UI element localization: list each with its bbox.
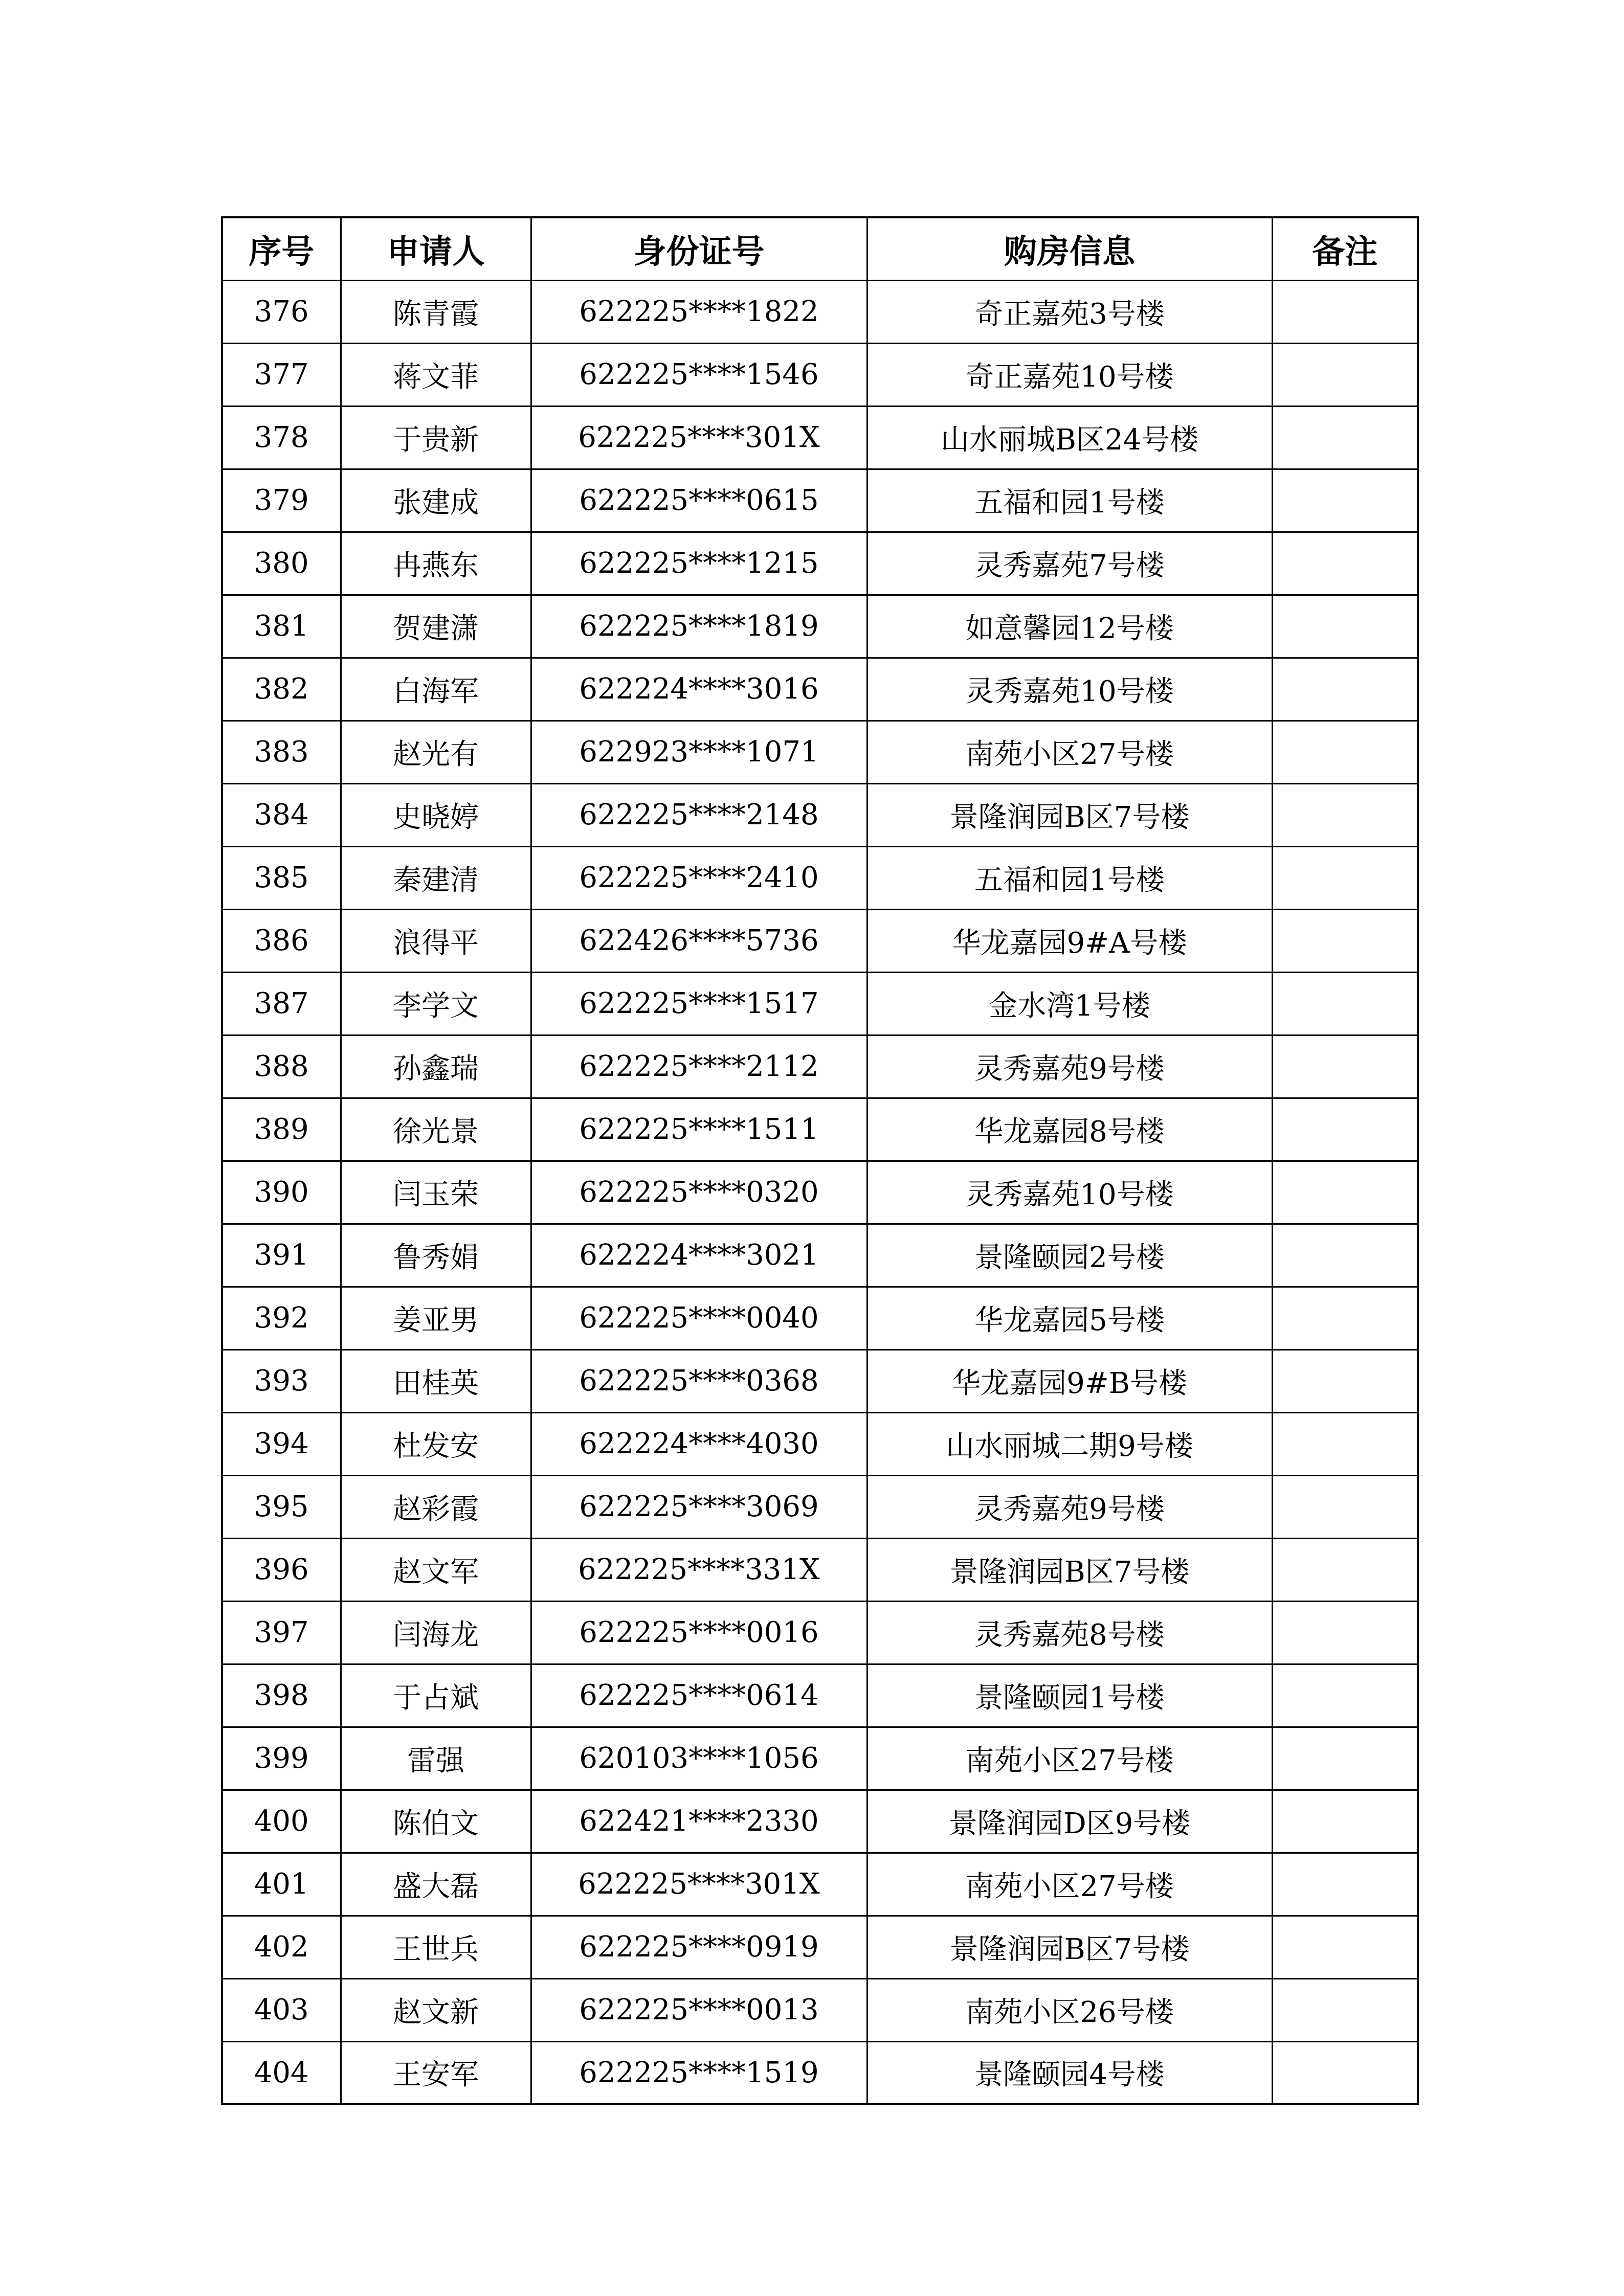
cell-seq: 394	[222, 1412, 341, 1475]
cell-purchase-info: 灵秀嘉苑7号楼	[867, 532, 1272, 595]
table-row	[222, 1538, 1418, 1601]
cell-id-number: 622225****1519	[531, 2041, 867, 2104]
cell-purchase-info: 灵秀嘉苑9号楼	[867, 1475, 1272, 1538]
cell-purchase-info: 华龙嘉园8号楼	[867, 1098, 1272, 1161]
cell-seq: 384	[222, 783, 341, 846]
cell-seq: 403	[222, 1978, 341, 2041]
cell-remarks	[1272, 1349, 1418, 1412]
cell-applicant: 史晓婷	[341, 783, 531, 846]
cell-seq: 386	[222, 909, 341, 972]
applicant-table	[221, 216, 1419, 2105]
table-row	[222, 532, 1418, 595]
table-row	[222, 343, 1418, 406]
cell-remarks	[1272, 1098, 1418, 1161]
cell-seq: 395	[222, 1475, 341, 1538]
table-row	[222, 280, 1418, 343]
cell-id-number: 622225****331X	[531, 1538, 867, 1601]
cell-remarks	[1272, 1538, 1418, 1601]
cell-id-number: 622426****5736	[531, 909, 867, 972]
cell-seq: 377	[222, 343, 341, 406]
cell-applicant: 蒋文菲	[341, 343, 531, 406]
cell-purchase-info: 景隆润园B区7号楼	[867, 783, 1272, 846]
cell-seq: 393	[222, 1349, 341, 1412]
header-purchase-info: 购房信息	[867, 217, 1272, 280]
cell-applicant: 张建成	[341, 469, 531, 532]
cell-applicant: 徐光景	[341, 1098, 531, 1161]
cell-remarks	[1272, 1978, 1418, 2041]
table-row	[222, 1098, 1418, 1161]
cell-remarks	[1272, 1161, 1418, 1224]
cell-id-number: 622225****0040	[531, 1287, 867, 1349]
table-row	[222, 1349, 1418, 1412]
table-row	[222, 1601, 1418, 1664]
cell-applicant: 陈青霞	[341, 280, 531, 343]
cell-purchase-info: 景隆颐园4号楼	[867, 2041, 1272, 2104]
cell-applicant: 李学文	[341, 972, 531, 1035]
table-row	[222, 972, 1418, 1035]
cell-id-number: 622225****1511	[531, 1098, 867, 1161]
cell-id-number: 622225****0013	[531, 1978, 867, 2041]
table-row	[222, 1727, 1418, 1790]
cell-purchase-info: 灵秀嘉苑10号楼	[867, 658, 1272, 721]
cell-remarks	[1272, 783, 1418, 846]
cell-seq: 404	[222, 2041, 341, 2104]
table-row	[222, 469, 1418, 532]
table-row	[222, 1664, 1418, 1727]
cell-id-number: 622224****4030	[531, 1412, 867, 1475]
cell-seq: 401	[222, 1853, 341, 1916]
cell-applicant: 贺建潇	[341, 595, 531, 658]
cell-purchase-info: 如意馨园12号楼	[867, 595, 1272, 658]
cell-purchase-info: 南苑小区27号楼	[867, 1853, 1272, 1916]
cell-applicant: 鲁秀娟	[341, 1224, 531, 1287]
cell-id-number: 622225****2410	[531, 846, 867, 909]
cell-seq: 381	[222, 595, 341, 658]
cell-remarks	[1272, 1916, 1418, 1978]
table-body	[222, 280, 1418, 2104]
cell-id-number: 622225****0614	[531, 1664, 867, 1727]
table-row	[222, 1790, 1418, 1853]
cell-seq: 398	[222, 1664, 341, 1727]
cell-id-number: 622225****1546	[531, 343, 867, 406]
cell-applicant: 于占斌	[341, 1664, 531, 1727]
cell-remarks	[1272, 1287, 1418, 1349]
cell-seq: 379	[222, 469, 341, 532]
table-row	[222, 406, 1418, 469]
cell-remarks	[1272, 1727, 1418, 1790]
cell-purchase-info: 景隆润园D区9号楼	[867, 1790, 1272, 1853]
cell-remarks	[1272, 972, 1418, 1035]
cell-purchase-info: 华龙嘉园5号楼	[867, 1287, 1272, 1349]
header-applicant: 申请人	[341, 217, 531, 280]
table-row	[222, 1853, 1418, 1916]
cell-id-number: 622421****2330	[531, 1790, 867, 1853]
cell-seq: 396	[222, 1538, 341, 1601]
cell-applicant: 王世兵	[341, 1916, 531, 1978]
cell-remarks	[1272, 909, 1418, 972]
cell-remarks	[1272, 1035, 1418, 1098]
cell-id-number: 622225****0368	[531, 1349, 867, 1412]
cell-seq: 383	[222, 721, 341, 783]
cell-id-number: 622225****1819	[531, 595, 867, 658]
cell-purchase-info: 景隆颐园1号楼	[867, 1664, 1272, 1727]
cell-applicant: 雷强	[341, 1727, 531, 1790]
cell-remarks	[1272, 406, 1418, 469]
cell-purchase-info: 山水丽城二期9号楼	[867, 1412, 1272, 1475]
cell-remarks	[1272, 343, 1418, 406]
cell-id-number: 622225****301X	[531, 1853, 867, 1916]
cell-remarks	[1272, 721, 1418, 783]
cell-seq: 400	[222, 1790, 341, 1853]
table-row	[222, 595, 1418, 658]
table-row	[222, 1978, 1418, 2041]
header-id-number: 身份证号	[531, 217, 867, 280]
cell-id-number: 622225****2112	[531, 1035, 867, 1098]
cell-applicant: 田桂英	[341, 1349, 531, 1412]
cell-applicant: 冉燕东	[341, 532, 531, 595]
cell-remarks	[1272, 532, 1418, 595]
cell-applicant: 孙鑫瑞	[341, 1035, 531, 1098]
cell-id-number: 622225****3069	[531, 1475, 867, 1538]
cell-applicant: 盛大磊	[341, 1853, 531, 1916]
cell-purchase-info: 华龙嘉园9#A号楼	[867, 909, 1272, 972]
cell-seq: 388	[222, 1035, 341, 1098]
cell-applicant: 赵光有	[341, 721, 531, 783]
table-row	[222, 1475, 1418, 1538]
cell-remarks	[1272, 280, 1418, 343]
cell-id-number: 622224****3016	[531, 658, 867, 721]
cell-seq: 392	[222, 1287, 341, 1349]
cell-remarks	[1272, 1853, 1418, 1916]
cell-seq: 399	[222, 1727, 341, 1790]
cell-purchase-info: 五福和园1号楼	[867, 846, 1272, 909]
cell-applicant: 陈伯文	[341, 1790, 531, 1853]
table-row	[222, 846, 1418, 909]
cell-applicant: 闫玉荣	[341, 1161, 531, 1224]
cell-id-number: 622923****1071	[531, 721, 867, 783]
cell-applicant: 王安军	[341, 2041, 531, 2104]
cell-purchase-info: 景隆润园B区7号楼	[867, 1538, 1272, 1601]
cell-id-number: 622225****301X	[531, 406, 867, 469]
table-row	[222, 658, 1418, 721]
header-seq: 序号	[222, 217, 341, 280]
cell-seq: 402	[222, 1916, 341, 1978]
table-row	[222, 1412, 1418, 1475]
cell-applicant: 赵文新	[341, 1978, 531, 2041]
table-row	[222, 1287, 1418, 1349]
cell-id-number: 622225****0016	[531, 1601, 867, 1664]
table-row	[222, 1224, 1418, 1287]
cell-seq: 376	[222, 280, 341, 343]
table-row	[222, 1916, 1418, 1978]
cell-purchase-info: 南苑小区27号楼	[867, 1727, 1272, 1790]
header-remarks: 备注	[1272, 217, 1418, 280]
cell-remarks	[1272, 595, 1418, 658]
table-row	[222, 721, 1418, 783]
cell-purchase-info: 南苑小区26号楼	[867, 1978, 1272, 2041]
cell-purchase-info: 景隆颐园2号楼	[867, 1224, 1272, 1287]
cell-seq: 390	[222, 1161, 341, 1224]
cell-purchase-info: 山水丽城B区24号楼	[867, 406, 1272, 469]
cell-id-number: 622225****1215	[531, 532, 867, 595]
cell-id-number: 622225****0615	[531, 469, 867, 532]
cell-id-number: 622225****1822	[531, 280, 867, 343]
cell-purchase-info: 五福和园1号楼	[867, 469, 1272, 532]
cell-applicant: 浪得平	[341, 909, 531, 972]
cell-applicant: 白海军	[341, 658, 531, 721]
table-header	[222, 217, 1418, 280]
cell-purchase-info: 灵秀嘉苑10号楼	[867, 1161, 1272, 1224]
header-row	[222, 217, 1418, 280]
cell-id-number: 622225****0320	[531, 1161, 867, 1224]
cell-id-number: 622225****2148	[531, 783, 867, 846]
cell-applicant: 赵彩霞	[341, 1475, 531, 1538]
cell-remarks	[1272, 1475, 1418, 1538]
cell-applicant: 秦建清	[341, 846, 531, 909]
cell-purchase-info: 金水湾1号楼	[867, 972, 1272, 1035]
cell-applicant: 闫海龙	[341, 1601, 531, 1664]
cell-seq: 380	[222, 532, 341, 595]
cell-applicant: 姜亚男	[341, 1287, 531, 1349]
cell-seq: 391	[222, 1224, 341, 1287]
cell-id-number: 622224****3021	[531, 1224, 867, 1287]
cell-purchase-info: 景隆润园B区7号楼	[867, 1916, 1272, 1978]
cell-seq: 397	[222, 1601, 341, 1664]
cell-remarks	[1272, 846, 1418, 909]
cell-purchase-info: 奇正嘉苑3号楼	[867, 280, 1272, 343]
cell-id-number: 622225****0919	[531, 1916, 867, 1978]
cell-remarks	[1272, 1790, 1418, 1853]
table-row	[222, 1161, 1418, 1224]
cell-applicant: 杜发安	[341, 1412, 531, 1475]
cell-remarks	[1272, 2041, 1418, 2104]
cell-seq: 389	[222, 1098, 341, 1161]
cell-seq: 387	[222, 972, 341, 1035]
cell-remarks	[1272, 1412, 1418, 1475]
table-row	[222, 2041, 1418, 2104]
cell-purchase-info: 南苑小区27号楼	[867, 721, 1272, 783]
cell-purchase-info: 华龙嘉园9#B号楼	[867, 1349, 1272, 1412]
cell-purchase-info: 灵秀嘉苑8号楼	[867, 1601, 1272, 1664]
cell-remarks	[1272, 469, 1418, 532]
cell-remarks	[1272, 1224, 1418, 1287]
cell-seq: 385	[222, 846, 341, 909]
cell-remarks	[1272, 658, 1418, 721]
cell-applicant: 于贵新	[341, 406, 531, 469]
table-row	[222, 1035, 1418, 1098]
cell-seq: 378	[222, 406, 341, 469]
cell-remarks	[1272, 1601, 1418, 1664]
cell-purchase-info: 灵秀嘉苑9号楼	[867, 1035, 1272, 1098]
table-row	[222, 783, 1418, 846]
cell-applicant: 赵文军	[341, 1538, 531, 1601]
cell-purchase-info: 奇正嘉苑10号楼	[867, 343, 1272, 406]
cell-id-number: 622225****1517	[531, 972, 867, 1035]
table-row	[222, 909, 1418, 972]
cell-seq: 382	[222, 658, 341, 721]
cell-remarks	[1272, 1664, 1418, 1727]
cell-id-number: 620103****1056	[531, 1727, 867, 1790]
